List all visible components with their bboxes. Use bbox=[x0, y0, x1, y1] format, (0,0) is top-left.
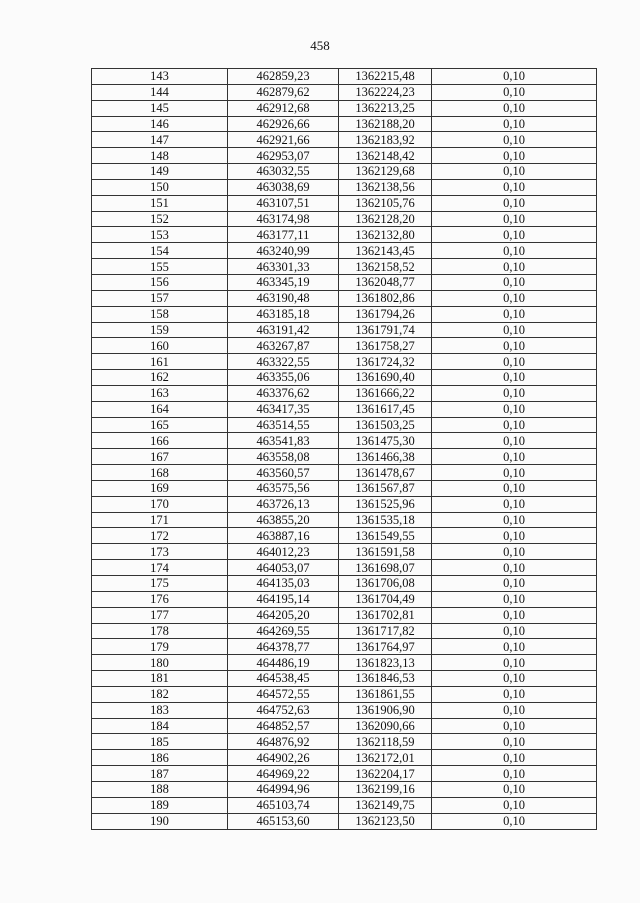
y-coordinate-cell: 1361549,55 bbox=[339, 528, 432, 544]
accuracy-cell: 0,10 bbox=[432, 512, 597, 528]
table-row bbox=[92, 702, 597, 718]
point-number-cell: 150 bbox=[92, 179, 228, 195]
point-number-cell: 146 bbox=[92, 116, 228, 132]
x-coordinate-cell: 463301,33 bbox=[228, 259, 339, 275]
y-coordinate-cell: 1361478,67 bbox=[339, 465, 432, 481]
table-row bbox=[92, 227, 597, 243]
y-coordinate-cell: 1362199,16 bbox=[339, 781, 432, 797]
y-coordinate-cell: 1361791,74 bbox=[339, 322, 432, 338]
accuracy-cell: 0,10 bbox=[432, 607, 597, 623]
table-row bbox=[92, 813, 597, 829]
y-coordinate-cell: 1362123,50 bbox=[339, 813, 432, 829]
x-coordinate-cell: 463174,98 bbox=[228, 211, 339, 227]
accuracy-cell: 0,10 bbox=[432, 433, 597, 449]
table-row bbox=[92, 449, 597, 465]
y-coordinate-cell: 1361706,08 bbox=[339, 576, 432, 592]
x-coordinate-cell: 463514,55 bbox=[228, 417, 339, 433]
accuracy-cell: 0,10 bbox=[432, 274, 597, 290]
x-coordinate-cell: 464195,14 bbox=[228, 591, 339, 607]
table-row bbox=[92, 750, 597, 766]
y-coordinate-cell: 1361698,07 bbox=[339, 560, 432, 576]
table-row bbox=[92, 290, 597, 306]
table-row bbox=[92, 528, 597, 544]
accuracy-cell: 0,10 bbox=[432, 560, 597, 576]
y-coordinate-cell: 1362090,66 bbox=[339, 718, 432, 734]
coordinates-table bbox=[91, 68, 597, 830]
point-number-cell: 154 bbox=[92, 243, 228, 259]
y-coordinate-cell: 1362213,25 bbox=[339, 100, 432, 116]
point-number-cell: 148 bbox=[92, 148, 228, 164]
accuracy-cell: 0,10 bbox=[432, 116, 597, 132]
accuracy-cell: 0,10 bbox=[432, 639, 597, 655]
table-row bbox=[92, 84, 597, 100]
y-coordinate-cell: 1362143,45 bbox=[339, 243, 432, 259]
y-coordinate-cell: 1361591,58 bbox=[339, 544, 432, 560]
accuracy-cell: 0,10 bbox=[432, 401, 597, 417]
table-row bbox=[92, 370, 597, 386]
accuracy-cell: 0,10 bbox=[432, 211, 597, 227]
point-number-cell: 151 bbox=[92, 195, 228, 211]
accuracy-cell: 0,10 bbox=[432, 132, 597, 148]
x-coordinate-cell: 463345,19 bbox=[228, 274, 339, 290]
point-number-cell: 166 bbox=[92, 433, 228, 449]
table-row bbox=[92, 211, 597, 227]
table-row bbox=[92, 766, 597, 782]
point-number-cell: 155 bbox=[92, 259, 228, 275]
y-coordinate-cell: 1362172,01 bbox=[339, 750, 432, 766]
table-row bbox=[92, 560, 597, 576]
y-coordinate-cell: 1361764,97 bbox=[339, 639, 432, 655]
point-number-cell: 158 bbox=[92, 306, 228, 322]
x-coordinate-cell: 463190,48 bbox=[228, 290, 339, 306]
table-row bbox=[92, 322, 597, 338]
x-coordinate-cell: 463355,06 bbox=[228, 370, 339, 386]
x-coordinate-cell: 462926,66 bbox=[228, 116, 339, 132]
point-number-cell: 175 bbox=[92, 576, 228, 592]
x-coordinate-cell: 464486,19 bbox=[228, 655, 339, 671]
y-coordinate-cell: 1361525,96 bbox=[339, 496, 432, 512]
point-number-cell: 164 bbox=[92, 401, 228, 417]
y-coordinate-cell: 1361690,40 bbox=[339, 370, 432, 386]
x-coordinate-cell: 464969,22 bbox=[228, 766, 339, 782]
accuracy-cell: 0,10 bbox=[432, 243, 597, 259]
point-number-cell: 180 bbox=[92, 655, 228, 671]
table-row bbox=[92, 195, 597, 211]
y-coordinate-cell: 1361717,82 bbox=[339, 623, 432, 639]
point-number-cell: 162 bbox=[92, 370, 228, 386]
accuracy-cell: 0,10 bbox=[432, 797, 597, 813]
accuracy-cell: 0,10 bbox=[432, 576, 597, 592]
accuracy-cell: 0,10 bbox=[432, 544, 597, 560]
x-coordinate-cell: 463855,20 bbox=[228, 512, 339, 528]
y-coordinate-cell: 1362204,17 bbox=[339, 766, 432, 782]
x-coordinate-cell: 463240,99 bbox=[228, 243, 339, 259]
accuracy-cell: 0,10 bbox=[432, 750, 597, 766]
coordinates-table-body bbox=[92, 69, 597, 830]
point-number-cell: 173 bbox=[92, 544, 228, 560]
y-coordinate-cell: 1362128,20 bbox=[339, 211, 432, 227]
point-number-cell: 174 bbox=[92, 560, 228, 576]
point-number-cell: 143 bbox=[92, 69, 228, 85]
x-coordinate-cell: 463887,16 bbox=[228, 528, 339, 544]
point-number-cell: 167 bbox=[92, 449, 228, 465]
y-coordinate-cell: 1362188,20 bbox=[339, 116, 432, 132]
point-number-cell: 187 bbox=[92, 766, 228, 782]
table-row bbox=[92, 417, 597, 433]
x-coordinate-cell: 463560,57 bbox=[228, 465, 339, 481]
accuracy-cell: 0,10 bbox=[432, 385, 597, 401]
point-number-cell: 185 bbox=[92, 734, 228, 750]
x-coordinate-cell: 463191,42 bbox=[228, 322, 339, 338]
table-row bbox=[92, 243, 597, 259]
y-coordinate-cell: 1362215,48 bbox=[339, 69, 432, 85]
x-coordinate-cell: 464378,77 bbox=[228, 639, 339, 655]
y-coordinate-cell: 1361666,22 bbox=[339, 385, 432, 401]
point-number-cell: 163 bbox=[92, 385, 228, 401]
table-row bbox=[92, 686, 597, 702]
point-number-cell: 153 bbox=[92, 227, 228, 243]
accuracy-cell: 0,10 bbox=[432, 100, 597, 116]
table-row bbox=[92, 338, 597, 354]
x-coordinate-cell: 463726,13 bbox=[228, 496, 339, 512]
table-row bbox=[92, 781, 597, 797]
table-row bbox=[92, 164, 597, 180]
point-number-cell: 159 bbox=[92, 322, 228, 338]
table-row bbox=[92, 496, 597, 512]
table-row bbox=[92, 480, 597, 496]
y-coordinate-cell: 1362129,68 bbox=[339, 164, 432, 180]
x-coordinate-cell: 462921,66 bbox=[228, 132, 339, 148]
accuracy-cell: 0,10 bbox=[432, 370, 597, 386]
table-row bbox=[92, 544, 597, 560]
y-coordinate-cell: 1362138,56 bbox=[339, 179, 432, 195]
y-coordinate-cell: 1362149,75 bbox=[339, 797, 432, 813]
accuracy-cell: 0,10 bbox=[432, 480, 597, 496]
accuracy-cell: 0,10 bbox=[432, 655, 597, 671]
y-coordinate-cell: 1362132,80 bbox=[339, 227, 432, 243]
x-coordinate-cell: 464572,55 bbox=[228, 686, 339, 702]
table-row bbox=[92, 116, 597, 132]
accuracy-cell: 0,10 bbox=[432, 449, 597, 465]
table-row bbox=[92, 639, 597, 655]
page-number: 458 bbox=[310, 38, 330, 53]
accuracy-cell: 0,10 bbox=[432, 417, 597, 433]
y-coordinate-cell: 1362118,59 bbox=[339, 734, 432, 750]
table-row bbox=[92, 148, 597, 164]
point-number-cell: 152 bbox=[92, 211, 228, 227]
y-coordinate-cell: 1361475,30 bbox=[339, 433, 432, 449]
table-row bbox=[92, 734, 597, 750]
y-coordinate-cell: 1361861,55 bbox=[339, 686, 432, 702]
y-coordinate-cell: 1362183,92 bbox=[339, 132, 432, 148]
x-coordinate-cell: 463267,87 bbox=[228, 338, 339, 354]
accuracy-cell: 0,10 bbox=[432, 259, 597, 275]
x-coordinate-cell: 462912,68 bbox=[228, 100, 339, 116]
table-row bbox=[92, 401, 597, 417]
point-number-cell: 189 bbox=[92, 797, 228, 813]
y-coordinate-cell: 1361802,86 bbox=[339, 290, 432, 306]
accuracy-cell: 0,10 bbox=[432, 623, 597, 639]
x-coordinate-cell: 464852,57 bbox=[228, 718, 339, 734]
accuracy-cell: 0,10 bbox=[432, 496, 597, 512]
point-number-cell: 169 bbox=[92, 480, 228, 496]
x-coordinate-cell: 463177,11 bbox=[228, 227, 339, 243]
point-number-cell: 172 bbox=[92, 528, 228, 544]
x-coordinate-cell: 463376,62 bbox=[228, 385, 339, 401]
accuracy-cell: 0,10 bbox=[432, 528, 597, 544]
table-row bbox=[92, 259, 597, 275]
accuracy-cell: 0,10 bbox=[432, 591, 597, 607]
x-coordinate-cell: 464012,23 bbox=[228, 544, 339, 560]
point-number-cell: 161 bbox=[92, 354, 228, 370]
table-row bbox=[92, 274, 597, 290]
table-row bbox=[92, 797, 597, 813]
accuracy-cell: 0,10 bbox=[432, 179, 597, 195]
y-coordinate-cell: 1361846,53 bbox=[339, 671, 432, 687]
accuracy-cell: 0,10 bbox=[432, 734, 597, 750]
point-number-cell: 157 bbox=[92, 290, 228, 306]
point-number-cell: 171 bbox=[92, 512, 228, 528]
accuracy-cell: 0,10 bbox=[432, 686, 597, 702]
point-number-cell: 184 bbox=[92, 718, 228, 734]
point-number-cell: 147 bbox=[92, 132, 228, 148]
table-row bbox=[92, 512, 597, 528]
point-number-cell: 182 bbox=[92, 686, 228, 702]
accuracy-cell: 0,10 bbox=[432, 766, 597, 782]
point-number-cell: 181 bbox=[92, 671, 228, 687]
y-coordinate-cell: 1361758,27 bbox=[339, 338, 432, 354]
accuracy-cell: 0,10 bbox=[432, 781, 597, 797]
accuracy-cell: 0,10 bbox=[432, 227, 597, 243]
point-number-cell: 178 bbox=[92, 623, 228, 639]
table-row bbox=[92, 655, 597, 671]
x-coordinate-cell: 464205,20 bbox=[228, 607, 339, 623]
point-number-cell: 190 bbox=[92, 813, 228, 829]
accuracy-cell: 0,10 bbox=[432, 164, 597, 180]
x-coordinate-cell: 465103,74 bbox=[228, 797, 339, 813]
x-coordinate-cell: 463322,55 bbox=[228, 354, 339, 370]
accuracy-cell: 0,10 bbox=[432, 813, 597, 829]
y-coordinate-cell: 1362048,77 bbox=[339, 274, 432, 290]
table-row bbox=[92, 354, 597, 370]
accuracy-cell: 0,10 bbox=[432, 354, 597, 370]
table-row bbox=[92, 576, 597, 592]
accuracy-cell: 0,10 bbox=[432, 84, 597, 100]
x-coordinate-cell: 464752,63 bbox=[228, 702, 339, 718]
y-coordinate-cell: 1362105,76 bbox=[339, 195, 432, 211]
x-coordinate-cell: 463541,83 bbox=[228, 433, 339, 449]
point-number-cell: 177 bbox=[92, 607, 228, 623]
table-row bbox=[92, 718, 597, 734]
point-number-cell: 186 bbox=[92, 750, 228, 766]
accuracy-cell: 0,10 bbox=[432, 148, 597, 164]
x-coordinate-cell: 464994,96 bbox=[228, 781, 339, 797]
y-coordinate-cell: 1361724,32 bbox=[339, 354, 432, 370]
x-coordinate-cell: 462859,23 bbox=[228, 69, 339, 85]
y-coordinate-cell: 1361466,38 bbox=[339, 449, 432, 465]
point-number-cell: 165 bbox=[92, 417, 228, 433]
y-coordinate-cell: 1362148,42 bbox=[339, 148, 432, 164]
accuracy-cell: 0,10 bbox=[432, 671, 597, 687]
x-coordinate-cell: 463032,55 bbox=[228, 164, 339, 180]
point-number-cell: 183 bbox=[92, 702, 228, 718]
x-coordinate-cell: 464876,92 bbox=[228, 734, 339, 750]
x-coordinate-cell: 463185,18 bbox=[228, 306, 339, 322]
y-coordinate-cell: 1361503,25 bbox=[339, 417, 432, 433]
point-number-cell: 168 bbox=[92, 465, 228, 481]
x-coordinate-cell: 463038,69 bbox=[228, 179, 339, 195]
table-row bbox=[92, 100, 597, 116]
point-number-cell: 176 bbox=[92, 591, 228, 607]
x-coordinate-cell: 463558,08 bbox=[228, 449, 339, 465]
x-coordinate-cell: 464135,03 bbox=[228, 576, 339, 592]
table-row bbox=[92, 591, 597, 607]
x-coordinate-cell: 462879,62 bbox=[228, 84, 339, 100]
point-number-cell: 145 bbox=[92, 100, 228, 116]
y-coordinate-cell: 1361823,13 bbox=[339, 655, 432, 671]
point-number-cell: 149 bbox=[92, 164, 228, 180]
point-number-cell: 170 bbox=[92, 496, 228, 512]
x-coordinate-cell: 464538,45 bbox=[228, 671, 339, 687]
table-row bbox=[92, 306, 597, 322]
table-row bbox=[92, 671, 597, 687]
y-coordinate-cell: 1362224,23 bbox=[339, 84, 432, 100]
x-coordinate-cell: 463417,35 bbox=[228, 401, 339, 417]
point-number-cell: 160 bbox=[92, 338, 228, 354]
accuracy-cell: 0,10 bbox=[432, 290, 597, 306]
x-coordinate-cell: 463575,56 bbox=[228, 480, 339, 496]
point-number-cell: 188 bbox=[92, 781, 228, 797]
table-row bbox=[92, 132, 597, 148]
table-row bbox=[92, 179, 597, 195]
table-row bbox=[92, 623, 597, 639]
x-coordinate-cell: 462953,07 bbox=[228, 148, 339, 164]
table-row bbox=[92, 433, 597, 449]
x-coordinate-cell: 463107,51 bbox=[228, 195, 339, 211]
table-row bbox=[92, 607, 597, 623]
accuracy-cell: 0,10 bbox=[432, 718, 597, 734]
table-row bbox=[92, 385, 597, 401]
x-coordinate-cell: 464269,55 bbox=[228, 623, 339, 639]
x-coordinate-cell: 464053,07 bbox=[228, 560, 339, 576]
accuracy-cell: 0,10 bbox=[432, 306, 597, 322]
y-coordinate-cell: 1361704,49 bbox=[339, 591, 432, 607]
accuracy-cell: 0,10 bbox=[432, 702, 597, 718]
y-coordinate-cell: 1362158,52 bbox=[339, 259, 432, 275]
point-number-cell: 144 bbox=[92, 84, 228, 100]
y-coordinate-cell: 1361906,90 bbox=[339, 702, 432, 718]
x-coordinate-cell: 465153,60 bbox=[228, 813, 339, 829]
point-number-cell: 156 bbox=[92, 274, 228, 290]
y-coordinate-cell: 1361535,18 bbox=[339, 512, 432, 528]
y-coordinate-cell: 1361794,26 bbox=[339, 306, 432, 322]
point-number-cell: 179 bbox=[92, 639, 228, 655]
accuracy-cell: 0,10 bbox=[432, 338, 597, 354]
x-coordinate-cell: 464902,26 bbox=[228, 750, 339, 766]
accuracy-cell: 0,10 bbox=[432, 195, 597, 211]
y-coordinate-cell: 1361702,81 bbox=[339, 607, 432, 623]
accuracy-cell: 0,10 bbox=[432, 69, 597, 85]
accuracy-cell: 0,10 bbox=[432, 465, 597, 481]
table-row bbox=[92, 69, 597, 85]
y-coordinate-cell: 1361567,87 bbox=[339, 480, 432, 496]
y-coordinate-cell: 1361617,45 bbox=[339, 401, 432, 417]
accuracy-cell: 0,10 bbox=[432, 322, 597, 338]
table-row bbox=[92, 465, 597, 481]
